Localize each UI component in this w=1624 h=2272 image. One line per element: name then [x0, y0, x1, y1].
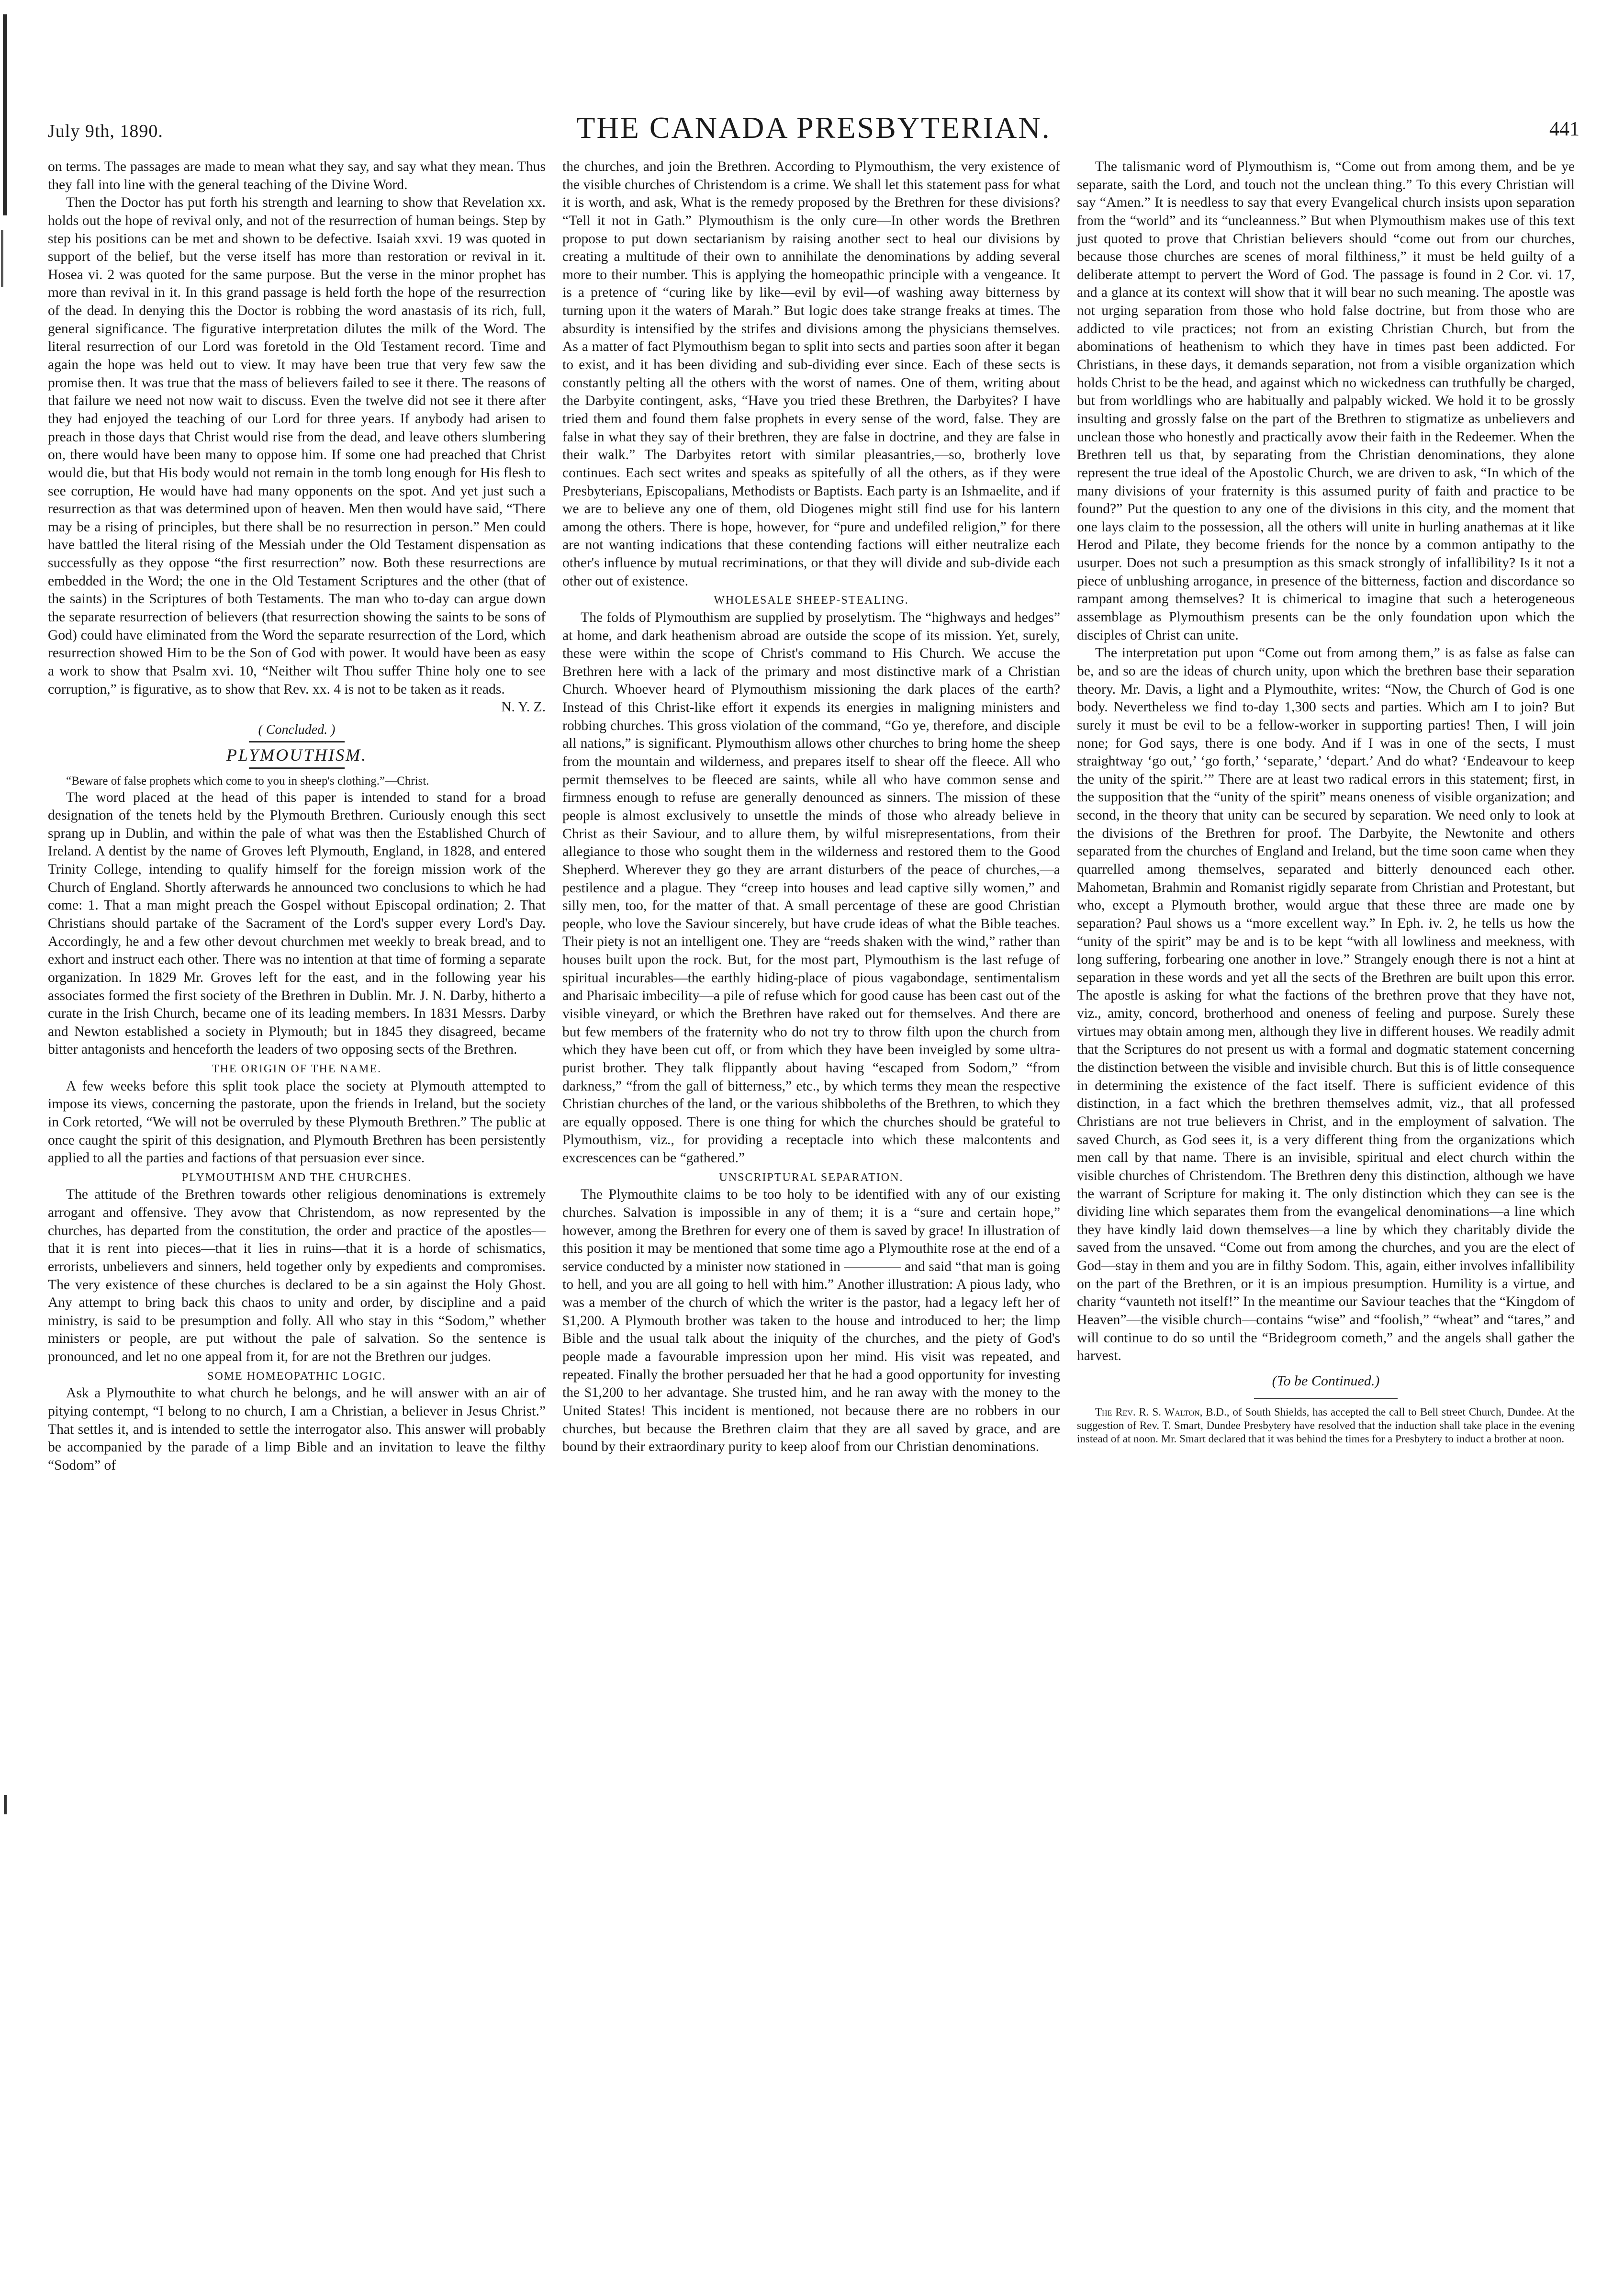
section-heading: UNSCRIPTURAL SEPARATION. [719, 1171, 904, 1184]
paragraph: Ask a Plymouthite to what church he belongs, and he will answer with an air of pitying contempt, “I belong to no church, I am a Christian, a believer in Jesus Christ.” That settles it, and is intended to settle the interrogator also. This answer will probably be accompanied by the parade of a limp Bible and an invitation to leave the filthy “Sodom” of [48, 1385, 546, 1473]
paragraph: The word placed at the head of this paper is intended to stand for a broad designation of the tenets held by the Plymouth Brethren. Curiously enough this sect sprang up in Dublin, and within the pale of what was then the Established Church of Ireland. A dentist by the name of Groves left Plymouth, England, in 1828, and entered Trinity College, intending to qualify himself for the foreign mission work of the Church of England. Shortly afterwards he announced two conclusions to which he had come: 1. That a man might preach the Gospel without Episcopal ordination; 2. That Christians should partake of the Sacrament of the Lord's supper every Lord's Day. Accordingly, he and a few other devout churchmen met weekly to break bread, and to exhort and instruct each other. There was no intention at that time of forming a separate organization. In 1829 Mr. Groves left for the east, and in the following year his associates formed the first society of the Brethren in Dublin. Mr. J. N. Darby, hitherto a curate in the Irish Church, became one of its leading members. In 1831 Messrs. Darby and Newton established a society in Plymouth; but in 1845 they disagreed, became bitter antagonists and henceforth the leaders of two opposing sects of the Brethren. [48, 789, 546, 1057]
column-1 [48, 158, 546, 1474]
paragraph: The Plymouthite claims to be too holy to be identified with any of our existing churches. Salvation is impossible in any of them; it is a “sure and certain hope,” however, among the Brethren for every one of them is saved by grace! In illustration of this position it may be mentioned that some time ago a Plymouthite rose at the end of a service conducted by a minister now stationed in ———— and said “that man is going to hell, and you are all going to hell with him.” Another illustration: A pious lady, who was a member of the church of which the writer is the pastor, had a legacy left her of $1,200. A Plymouth brother was taken to the house and introduced to her; the limp Bible and the usual talk about the iniquity of the churches, and the piety of God's people made a favourable impression upon her mind. His visit was repeated, and repeated. Finally the brother persuaded her that he had a good opportunity for investing the $1,200 to her advantage. She trusted him, and he ran away with the money to the United States! This incident is mentioned, not because there are no robbers in our churches, but because the Brethren claim that they are all saved by grace, and are bound by their extraordinary purity to keep aloof from our Christian denominations. [562, 1187, 1060, 1455]
binding-mark [1, 230, 3, 287]
page-header [48, 110, 1579, 144]
paragraph: The folds of Plymouthism are supplied by proselytism. The “highways and hedges” at home, and dark heathenism abroad are outside the scope of its mission. Yet, surely, these were within the scope of Christ's command to His Church. We accuse the Brethren here with a lack of the primary and most distinctive mark of a Christian Church. Whoever heard of Plymouthism missioning the dark places of the earth? Instead of this Christ-like effort it expends its energies in maligning ministers and robbing churches. This gross violation of the command, “Go ye, therefore, and disciple all nations,” is significant. Plymouthism allows other churches to bring home the sheep from the mountain and wilderness, and prepares itself to shear off the fleece. All who permit themselves to be fleeced are saints, while all who have common sense and firmness enough to refuse are generally denounced as sinners. The mission of these people is almost exclusively to unsettle the minds of those who already believe in Christ as their Saviour, and to allure them, by wilful misrepresentations, from their allegiance to those who sought them in the wilderness and restored them to the Good Shepherd. Wherever they go they are arrant disturbers of the peace of churches,—a pestilence and a plague. They “creep into houses and lead captive silly women,” and silly men, too, for the matter of that. A small percentage of these are good Christian people, who love the Saviour sincerely, but have crude ideas of what the Bible teaches. Their piety is not an intelligent one. They are “reeds shaken with the wind,” rather than houses built upon the rock. But, for the most part, Plymouthism is the last refuge of spiritual incurables—the earthly hiding-place of pious vagabondage, sentimentalism and Pharisaic imbecility—a pile of refuse which for good cause has been cast out of the visible vineyard, or which the Brethren have raked out for themselves. And there are but few members of the fraternity who do not try to throw filth upon the church from which they have been cut off, or from which they have been inveigled by some ultra-purist brother. They talk flippantly about having “escaped from Sodom,” “from darkness,” “from the gall of bitterness,” etc., by which terms they mean the respective Christian churches of the land, or the various shibboleths of the Brethren, to which they are equally opposed. There is one thing for which the churches should be grateful to Plymouthism, viz., for providing a receptacle into which these malcontents and excrescences can be “gathered.” [562, 609, 1060, 1166]
continued-note: (To be Continued.) [1272, 1372, 1380, 1389]
column-3 [1077, 158, 1575, 1446]
paragraph: The attitude of the Brethren towards other religious denominations is extremely arrogant and offensive. They avow that Christendom, as now represented by the churches, has departed from the constitution, the order and practice of the apostles—that it is rent into pieces—that it lies in ruins—that it is a horde of schismatics, errorists, unbelievers and sinners, held together only by expedients and compromises. The very existence of these churches is declared to be a sin against the Holy Ghost. Any attempt to bring back this chaos to unity and order, by discipline and a paid ministry, is said to be presumption and folly. All who stay in this “Sodom,” whether ministers or people, are put without the pale of salvation. So the sentence is pronounced, and let no one appeal from it, for are not the Brethren our judges. [48, 1187, 546, 1365]
divider [249, 741, 345, 742]
paragraph: Then the Doctor has put forth his strength and learning to show that Revelation xx. holds out the hope of revival only, and not of the resurrection of human beings. Step by step his positions can be met and shown to be defective. Isaiah xxvi. 19 was quoted in support of the belief, but the verse itself has more than restoration or revival in it. Hosea vi. 2 was quoted for the same purpose. But the verse in the minor prophet has more than revival in it. In this grand passage is held forth the hope of the resurrection of the dead. In denying this the Doctor is robbing the word anastasis of its rich, full, general significance. The figurative interpretation dilutes the milk of the Word. The literal resurrection of our Lord was foretold in the Old Testament record. Time and again the hope was held out to view. It may have been true that very few saw the promise then. It was true that the mass of believers failed to see it there. The reasons of that failure we need not now wait to discuss. Even the twelve did not see it there after they had enjoyed the teaching of our Lord for three years. If anybody had arisen to preach in those days that Christ would rise from the dead, and leave others slumbering on, there would have been many to oppose him. If some one had preached that Christ would die, but that His body would not remain in the tomb long enough for His flesh to see corruption, He would have had many opponents on the spot. And yet just such a resurrection as that was determined upon of heaven. Men then would have said, “There may be a rising of principles, but there shall be no resurrection in person.” Men could have battled the literal rising of the Messiah under the Old Testament dispensation as successfully as they oppose “the first resurrection” now. Both these resurrections are embedded in the Word; the one in the Old Testament Scriptures and the other (that of the saints) in the Scriptures of both Testaments. The man who to-day can argue down the separate resurrection of believers (that resurrection showing the saints to be sons of God) could have eliminated from the Word the separate resurrection of the Lord, which resurrection showed Him to be the Son of God with power. It would have been as easy a work to show that Psalm xvi. 10, “Neither wilt Thou suffer Thine holy one to see corruption,” is figurative, as to show that Rev. xx. 4 is not to be taken as it reads. [48, 195, 546, 697]
section-heading: WHOLESALE SHEEP-STEALING. [714, 594, 909, 607]
section-heading: SOME HOMEOPATHIC LOGIC. [207, 1370, 386, 1383]
divider [249, 767, 345, 769]
article-heading [48, 721, 546, 769]
epigraph: “Beware of false prophets which come to you in sheep's clothing.”—Christ. [66, 775, 429, 788]
section-heading: PLYMOUTHISM AND THE CHURCHES. [181, 1171, 412, 1184]
paragraph: The talismanic word of Plymouthism is, “Come out from among them, and be ye separate, saith the Lord, and touch not the unclean thing.” To this every Christian will say “Amen.” It is needless to say that every Evangelical church insists upon separation from the “world” and its “uncleanness.” But when Plymouthism makes use of this text just quoted to prove that Christian believers should “come out from our churches, because those churches are scenes of moral filthiness,” it must be held guilty of a deliberate attempt to pervert the Word of God. The passage is found in 2 Cor. vi. 17, and a glance at its context will show that it will bear no such meaning. The apostle was not urging separation from those who hold false doctrine, but from those who are addicted to vile practices; not from an existing Christian Church, but from the abominations of heathenism to which they have in times past been addicted. For Christians, in these days, it demands separation, not from a visible organization which holds Christ to be the head, and against which no wickedness can truthfully be charged, but from worldlings who are habitually and palpably wicked. We hold it to be grossly insulting and grossly false on the part of the Brethren to stigmatize as unbelievers and unclean those who honestly and practically avow their faith in the Redeemer. When the Brethren tell us that, by separating from the Christian denominations, they alone represent the true ideal of the Apostolic Church, we are driven to ask, “In which of the many divisions of your fraternity is this assumed purity of faith and practice to be found?” Put the question to any one of the divisions in this city, and the moment that one lays claim to the possession, all the others will unite in hurling anathemas at it like Herod and Pilate, they become friends for the nonce by a common antipathy to the usurper. Does not such a presumption as this smack strongly of infallibility? Is it not a piece of unblushing arrogance, in presence of the bitterness, faction and discordance so rampant among themselves? It is chimerical to imagine that such a heterogeneous assemblage as Plymouthism presents can be the only foundation upon which the disciples of Christ can unite. [1077, 159, 1575, 643]
author-signature: N. Y. Z. [501, 699, 546, 715]
paragraph: on terms. The passages are made to mean what they say, and say what they mean. Thus they fall into line with the general teaching of the Divine Word. [48, 159, 546, 192]
article-title: PLYMOUTHISM. [226, 745, 368, 765]
news-notice [1077, 1406, 1575, 1446]
newspaper-title: THE CANADA PRESBYTERIAN. [576, 111, 1051, 145]
binding-mark [3, 14, 7, 215]
binding-mark [4, 1795, 7, 1814]
paragraph: A few weeks before this split took place the society at Plymouth attempted to impose its views, concerning the pastorate, upon the friends in Ireland, but the society in Cork retorted, “We will not be overruled by these Plymouth Brethren.” The public at once caught the spirit of this designation, and Plymouth Brethren has been persistently applied to all the parties and factions of that persuasion ever since. [48, 1078, 546, 1166]
paragraph: The interpretation put upon “Come out from among them,” is as false as false can be, and so are the ideas of church unity, upon which the brethren base their separation theory. Mr. Davis, a light and a Plymouthite, writes: “Now, the Church of God is one body. Nevertheless we find to-day 1,300 sects and parties. Which am I to join? But surely it must be evil to be a fellow-worker in supporting parties! Then, I will join none; for God says, there is one body. And if I was in one of the sects, I must straightway ‘go out,’ ‘go forth,’ ‘separate,’ ‘depart.’ And do what? ‘Endeavour to keep the unity of the spirit.’” There are at least two radical errors in this statement; first, in the supposition that the “unity of the spirit” means oneness of visible organization; and second, in the theory that unity can be secured by separation. We need only to look at the divisions of the Brethren for proof. The Darbyite, the Newtonite and others separated from the churches of England and Ireland, but the time soon came when they quarrelled among themselves, separated and bitterly denounced each other. Mahometan, Brahmin and Romanist rigidly separate from Christian and Protestant, but who, except a Plymouth brother, would argue that these three are made one by separation? Paul shows us a “more excellent way.” In Eph. iv. 2, he tells us how the “unity of the spirit” may be and is to be kept “with all lowliness and meekness, with long suffering, forbearing one another in love.” Strangely enough there is not a hint at separation in these words and yet all the sects of the Brethren are built upon this error. The apostle is asking for what the factions of the brethren prove that they have not, viz., amity, concord, brotherhood and oneness of feeling and purpose. Surely these virtues may obtain among men, although they live in different houses. We readily admit that the Scriptures do not present us with a formal and dogmatic statement concerning the distinction between the visible and invisible church. But this is of little consequence in determining the existence of the fact itself. There is sufficient evidence of this distinction, in a fact which the brethren themselves admit, viz., that all professed Christians are not true believers in Christ, and in the employment of salvation. The saved Church, as God sees it, is a very different thing from the organizations which men call by that name. There is an invisible, spiritual and elect church within the visible churches of Christendom. The Brethren deny this distinction, although we have the warrant of Scripture for making it. The only distinction which they can see is the dividing line which separates them from the evangelical denominations—a line which they have kindly laid down themselves—a line by which they charitably divide the saved from the unsaved. “Come out from among the churches, and you are the elect of God—stay in them and you are in filthy Sodom. This, again, either involves infallibility on the part of the Brethren, or it is an impious presumption. Humility is a virtue, and charity “vaunteth not itself!” In the meantime our Saviour teaches that the “Kingdom of Heaven”—the visible church—contains “wise” and “foolish,” “wheat” and “tares,” and will continue to do so until the “Bridegroom cometh,” and the angels shall gather the harvest. [1077, 645, 1575, 1364]
page-number: 441 [1549, 118, 1579, 140]
column-2 [562, 158, 1060, 1456]
concluded-note: ( Concluded. ) [258, 722, 336, 737]
section-heading: THE ORIGIN OF THE NAME. [212, 1063, 382, 1076]
issue-date: July 9th, 1890. [48, 121, 163, 141]
paragraph: the churches, and join the Brethren. According to Plymouthism, the very existence of the visible churches of Christendom is a crime. We shall let this statement pass for what it is worth, and ask, What is the remedy proposed by the Brethren for these divisions? “Tell it not in Gath.” Plymouthism is the only cure—In other words the Brethren propose to put down sectarianism by raising another sect to heal our divisions by creating a multitude of their own to annihilate the denominations by adding several more to their number. This is applying the homeopathic principle with a vengeance. It is a pretence of “curing like by like—evil by evil—of washing away bitterness by turning upon it the waters of Marah.” But logic does take strange freaks at times. The absurdity is intensified by the strifes and divisions among the physicians themselves. As a matter of fact Plymouthism began to split into sects and parties soon after it began to exist, and it has been dividing and sub-dividing ever since. Each of these sects is constantly pelting all the others with the worst of names. One of them, writing about the Darbyite contingent, asks, “Have you tried these Brethren, the Darbyites? I have tried them and found them false prophets in every sense of the word, false. They are false in what they say of their brethren, they are false in doctrine, and they are false in their walk.” The Darbyites retort with similar pleasantries,—so, brotherly love continues. Each sect writes and speaks as spitefully of all the others, as if they were Presbyterians, Episcopalians, Methodists or Baptists. Each party is an Ishmaelite, and if we are to believe any one of them, old Diogenes might still find use for his lantern among the others. There is hope, however, for “pure and undefiled religion,” for there are not wanting indications that these contending factions will either neutralize each other's influence by mutual recriminations, or that they will divide and sub-divide each other out of existence. [562, 159, 1060, 589]
notice-lead: The Rev. R. S. Walton, B.D., [1095, 1406, 1230, 1418]
notice-text: of South Shields, has accepted the call to Bell street Church, Dundee. At the suggestion of Rev. T. Smart, Dundee Presbytery have resolved that the induction shall take place in the evening instead of at noon. Mr. Smart declared that it was behind the times for a Presbytery to induct a brother at noon. [1077, 1406, 1575, 1445]
divider [1254, 1398, 1398, 1399]
signature-line [48, 698, 546, 717]
